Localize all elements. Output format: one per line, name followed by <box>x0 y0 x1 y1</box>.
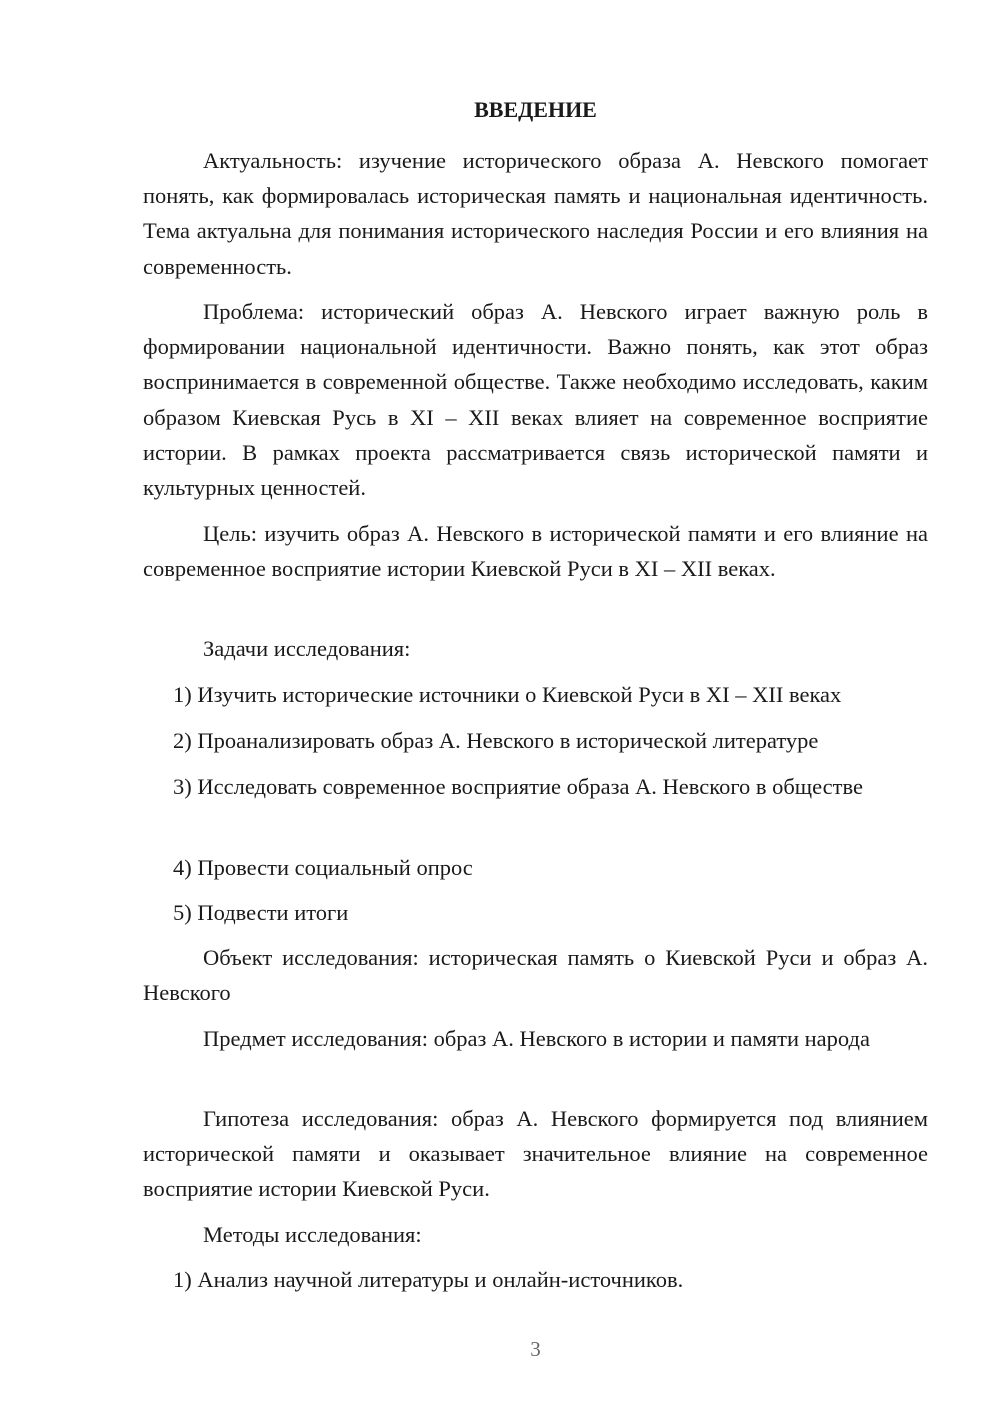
tasks-heading: Задачи исследования: <box>203 636 411 661</box>
method-item-1: 1) Анализ научной литературы и онлайн-источников. <box>173 1267 684 1292</box>
task-item-2: 2) Проанализировать образ А. Невского в исторической литературе <box>173 728 819 753</box>
task-item-4: 4) Провести социальный опрос <box>173 855 473 880</box>
task-item-5: 5) Подвести итоги <box>173 900 349 925</box>
methods-heading: Методы исследования: <box>203 1222 422 1247</box>
object-paragraph: Объект исследования: историческая память о Киевской Руси и образ А. Невского <box>143 945 928 1006</box>
task-item-1: 1) Изучить исторические источники о Киевской Руси в XI – XII веках <box>173 682 842 707</box>
subject-paragraph: Предмет исследования: образ А. Невского в истории и памяти народа <box>203 1026 870 1051</box>
hypothesis-paragraph: Гипотеза исследования: образ А. Невского формируется под влиянием исторической памяти и оказывает значительное влияние на современное восприятие истории Киевской Руси. <box>143 1106 928 1202</box>
page-number: 3 <box>530 1337 541 1361</box>
relevance-paragraph: Актуальность: изучение исторического образа А. Невского помогает понять, как формировалась историческая память и национальная идентичность. Тема актуальна для понимания исторического наследия России и его влияния на современность. <box>143 148 928 279</box>
document-page <box>143 0 928 1414</box>
problem-paragraph: Проблема: исторический образ А. Невского играет важную роль в формировании национальной идентичности. Важно понять, как этот образ воспринимается в современной обществе. Также необходимо исследовать, каким образом Киевская Русь в XI – XII веках влияет на современное восприятие истории. В рамках проекта рассматривается связь исторической памяти и культурных ценностей. <box>143 299 928 501</box>
goal-paragraph: Цель: изучить образ А. Невского в исторической памяти и его влияние на современное восприятие истории Киевской Руси в XI – XII веках. <box>143 521 928 582</box>
task-item-3: 3) Исследовать современное восприятие образа А. Невского в обществе <box>173 774 863 799</box>
section-title: ВВЕДЕНИЕ <box>474 97 597 122</box>
